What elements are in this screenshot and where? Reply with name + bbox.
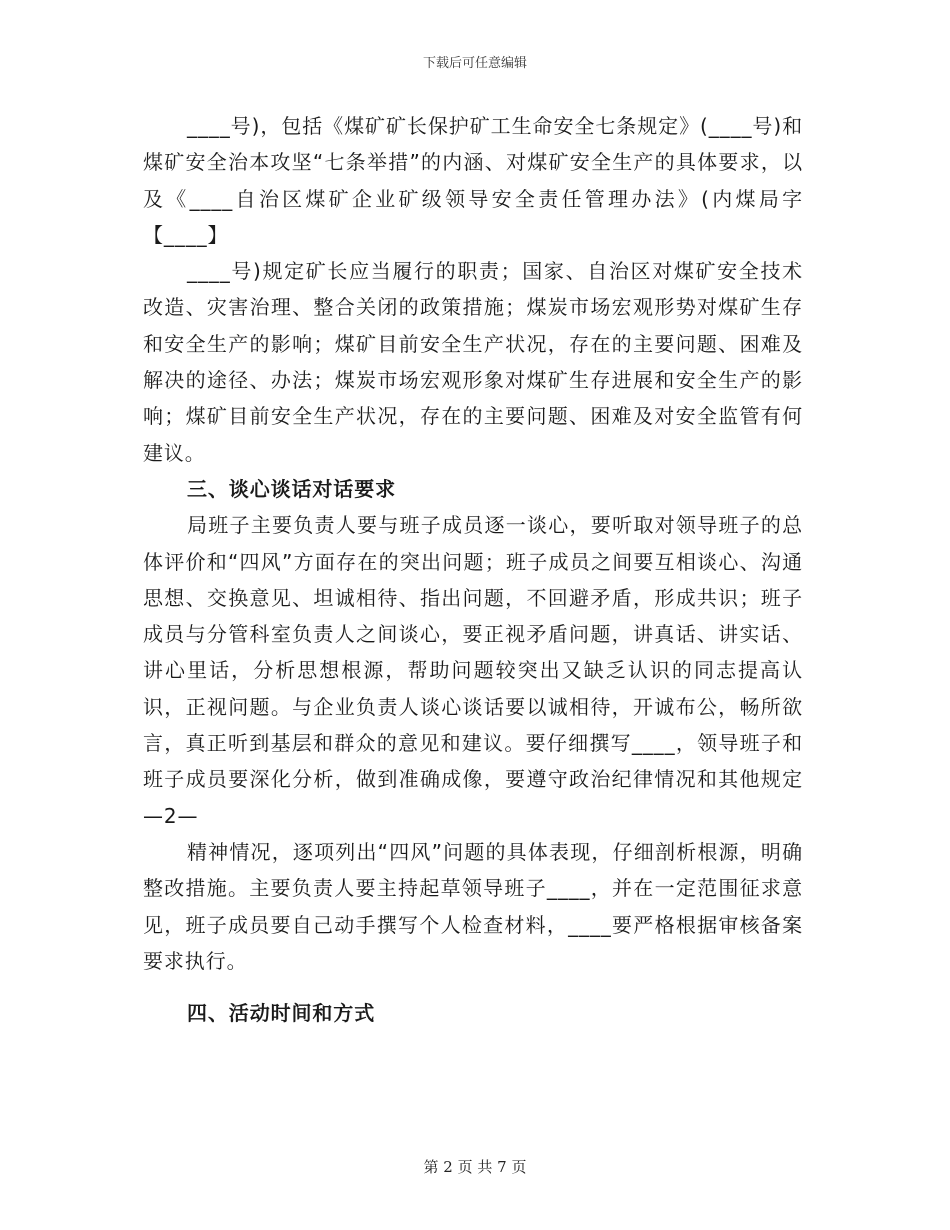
section-heading-3: 三、谈心谈话对话要求 <box>187 476 396 501</box>
section-heading-4: 四、活动时间和方式 <box>187 1001 376 1026</box>
document-body <box>143 108 803 1031</box>
paragraph-responsibilities: ____号)规定矿长应当履行的职责；国家、自治区对煤矿安全技术改造、灾害治理、整合关闭的政策措施；煤炭市场宏观形势对煤矿生存和安全生产的影响；煤矿目前安全生产状况，存在的主要问题、困难及解决的途径、办法；煤炭市场宏观形象对煤矿生存进展和安全生产的影响；煤矿目前安全生产状况，存在的主要问题、困难及对安全监管有何建议。 <box>143 259 803 465</box>
paragraph-spirit: 精神情况，逐项列出“四风”问题的具体表现，仔细剖析根源，明确整改措施。主要负责人要主持起草领导班子____，并在一定范围征求意见，班子成员要自己动手撰写个人检查材料，____要严格根据审核备案要求执行。 <box>143 839 803 973</box>
page-footer: 第 2 页 共 7 页 <box>423 1158 527 1176</box>
spacer <box>143 979 803 995</box>
paragraph-regulations: ____号)，包括《煤矿矿长保护矿工生命安全七条规定》(____号)和煤矿安全治本攻坚“七条举措”的内涵、对煤矿安全生产的具体要求，以及《____自治区煤矿企业矿级领导安全责任管理办法》(内煤局字【____】 <box>143 114 803 247</box>
paragraph-talk-requirements: 局班子主要负责人要与班子成员逐一谈心，要听取对领导班子的总体评价和“四风”方面存在的突出问题；班子成员之间要互相谈心、沟通思想、交换意见、坦诚相待、指出问题，不回避矛盾，形成共识；班子成员与分管科室负责人之间谈心，要正视矛盾问题，讲真话、讲实话、讲心里话，分析思想根源，帮助问题较突出又缺乏认识的同志提高认识，正视问题。与企业负责人谈心谈话要以诚相待，开诚布公，畅所欲言，真正听到基层和群众的意见和建议。要仔细撰写____，领导班子和班子成员要深化分析，做到准确成像，要遵守政治纪律情况和其他规定—2— <box>143 513 803 828</box>
page-header: 下载后可任意编辑 <box>422 56 527 71</box>
